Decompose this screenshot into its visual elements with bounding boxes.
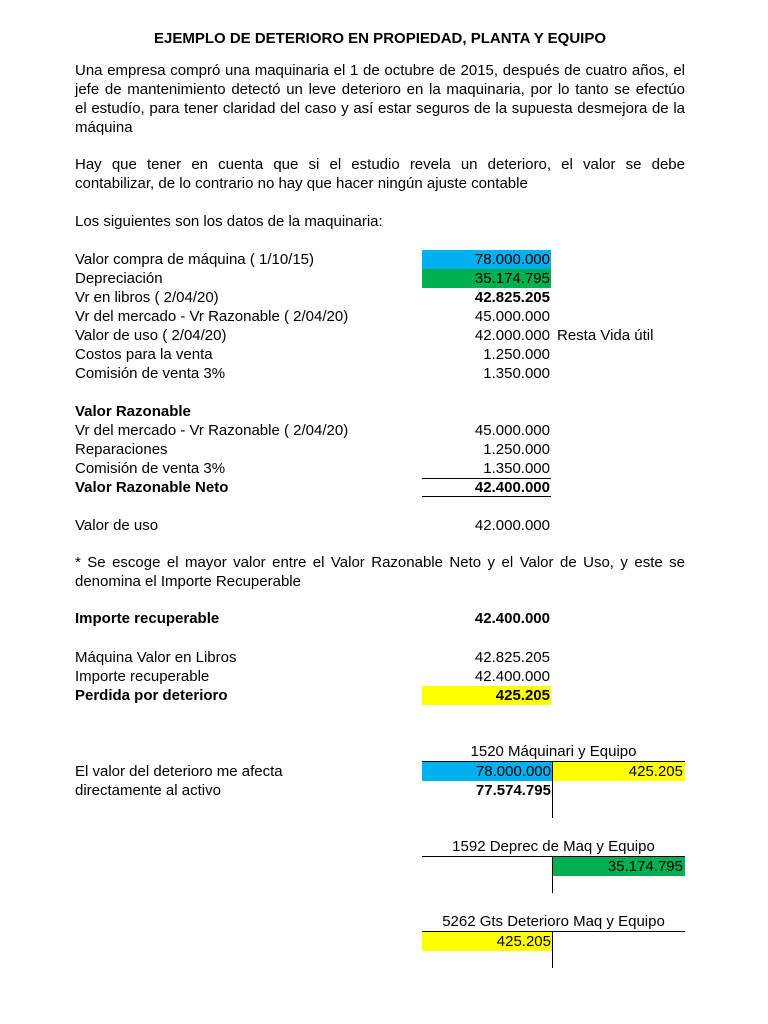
table-row: [75, 440, 685, 459]
row-value: 42.000.000: [474, 517, 550, 534]
intro-line: el estudío, para tener claridad del caso y así estar seguros de la supuesta desmejora de la: [75, 100, 685, 117]
row-label: Vr del mercado - Vr Razonable ( 2/04/20): [75, 422, 349, 439]
row-label: Comisión de venta 3%: [75, 365, 226, 382]
t-account-divider: [552, 932, 553, 968]
row-value: 42.825.205: [474, 649, 550, 666]
row-value: 1.250.000: [483, 441, 550, 458]
table-row: [75, 269, 685, 288]
row-label: Comisión de venta 3%: [75, 460, 226, 477]
total-value: 42.400.000: [422, 478, 551, 497]
total-label: Valor Razonable Neto: [75, 479, 229, 496]
row-value: 1.350.000: [483, 365, 550, 382]
table-row: [75, 667, 685, 686]
note-line: Hay que tener en cuenta que si el estudio revela un deterioro, el valor se debe: [75, 156, 685, 173]
credit-entry: 425.205: [553, 762, 685, 781]
t-account-5262: [422, 913, 685, 950]
debit-entry: 425.205: [422, 932, 552, 951]
table-row: [75, 288, 685, 307]
table-row: [75, 250, 685, 269]
debit-entry: 78.000.000: [422, 762, 552, 781]
credit-entry: 35.174.795: [553, 857, 685, 876]
row-value: 1.250.000: [483, 346, 550, 363]
t-account-title: 1520 Máquinari y Equipo: [422, 743, 685, 762]
row-value: 78.000.000: [422, 250, 551, 269]
importe-recuperable-row: [75, 609, 685, 628]
total-row: [75, 478, 685, 497]
note-line: contabilizar, de lo contrario no hay que hacer ningún ajuste contable: [75, 175, 528, 192]
comentario-line: directamente al activo: [75, 782, 221, 799]
row-label: Valor de uso: [75, 517, 159, 534]
table-row: [75, 345, 685, 364]
table-row: [75, 648, 685, 667]
table-row: [75, 307, 685, 326]
table-row: [75, 326, 685, 345]
row-label: Depreciación: [75, 270, 163, 287]
t-account-1520: [422, 743, 685, 799]
row-label: Vr en libros ( 2/04/20): [75, 289, 219, 306]
total-row: [75, 686, 685, 705]
row-label: Valor compra de máquina ( 1/10/15): [75, 251, 315, 268]
row-label: Valor de uso ( 2/04/20): [75, 327, 227, 344]
section-heading: Valor Razonable: [75, 403, 191, 420]
table-row: [75, 421, 685, 440]
row-value: 35.174.795: [422, 269, 551, 288]
row-value: 1.350.000: [483, 460, 550, 477]
row-value: 45.000.000: [474, 308, 550, 325]
intro-line: jefe de mantenimiento detectó un leve deterioro en la maquinaria, por lo tanto se efectúo: [75, 81, 685, 98]
table-row: [75, 364, 685, 383]
row-value: 42.400.000: [474, 610, 550, 627]
criterio-line: * Se escoge el mayor valor entre el Valor Razonable Neto y el Valor de Uso, y este se: [75, 554, 685, 571]
total-value: 425.205: [422, 686, 551, 705]
row-label: Máquina Valor en Libros: [75, 649, 237, 666]
comentario-line: El valor del deterioro me afecta: [75, 763, 283, 780]
row-label: Vr del mercado - Vr Razonable ( 2/04/20): [75, 308, 349, 325]
row-label: Importe recuperable: [75, 668, 210, 685]
row-value: 42.000.000: [474, 327, 550, 344]
debit-balance: 77.574.795: [475, 782, 551, 799]
row-label: Costos para la venta: [75, 346, 213, 363]
row-value: 42.825.205: [474, 289, 550, 306]
row-label: Reparaciones: [75, 441, 168, 458]
criterio-line: denomina el Importe Recuperable: [75, 573, 301, 590]
row-note: Resta Vida útil: [557, 327, 654, 344]
valor-uso-row: [75, 516, 685, 535]
t-account-1592: [422, 838, 685, 875]
total-label: Perdida por deterioro: [75, 687, 228, 704]
t-account-title: 5262 Gts Deterioro Maq y Equipo: [422, 913, 685, 932]
row-label: Importe recuperable: [75, 610, 220, 627]
table-row: [75, 459, 685, 478]
row-value: 45.000.000: [474, 422, 550, 439]
intro-line: Una empresa compró una maquinaria el 1 de octubre de 2015, después de cuatro años, el: [75, 62, 685, 79]
document-title: EJEMPLO DE DETERIORO EN PROPIEDAD, PLANTA Y EQUIPO: [153, 30, 606, 47]
section-heading-row: [75, 402, 685, 421]
datos-heading: Los siguientes son los datos de la maquinaria:: [75, 213, 383, 230]
row-value: 42.400.000: [474, 668, 550, 685]
intro-line: máquina: [75, 119, 133, 136]
t-account-title: 1592 Deprec de Maq y Equipo: [422, 838, 685, 857]
